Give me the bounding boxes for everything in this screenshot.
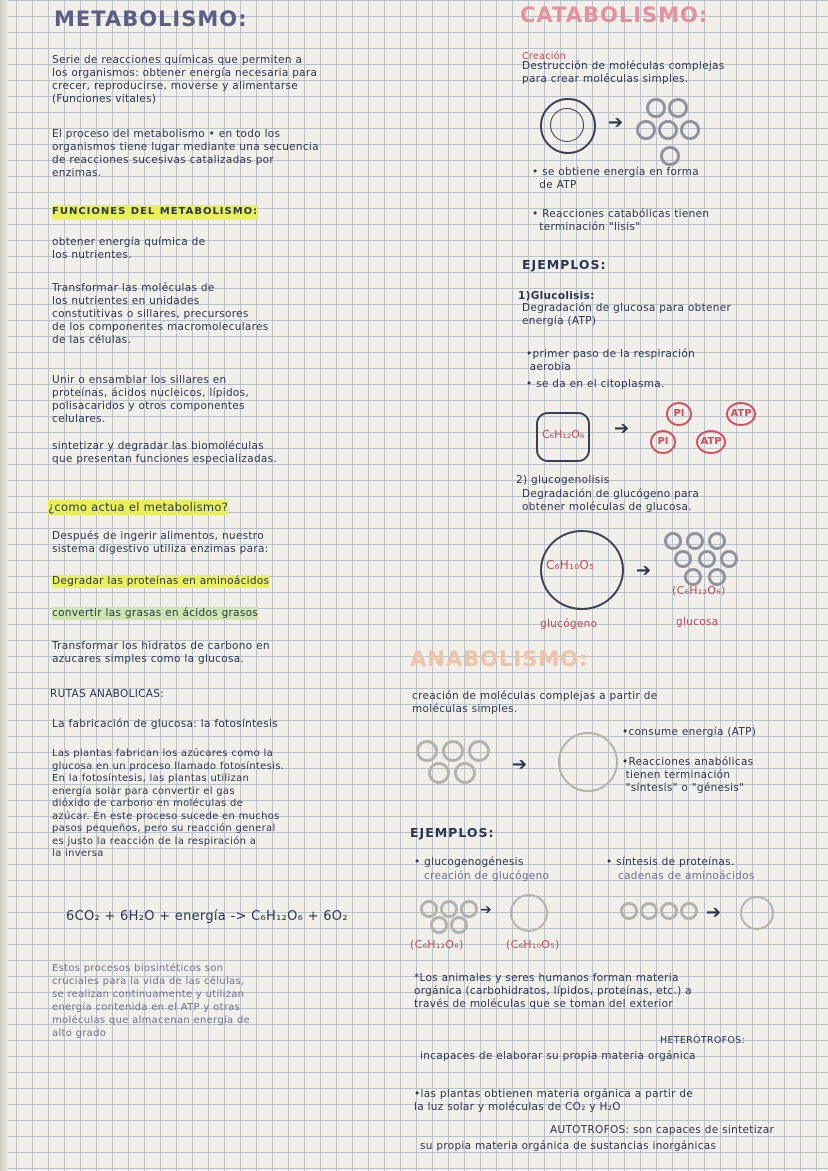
small-molecule — [416, 740, 438, 762]
amino-acid — [660, 902, 678, 920]
autotrofos-text: su propia materia orgánica de sustancias inorgánicas — [420, 1140, 717, 1152]
small-molecule — [680, 120, 700, 140]
small-molecule — [660, 146, 680, 166]
glucose-molecule — [460, 900, 478, 918]
atp-circle: ATP — [726, 402, 756, 426]
transform-carbs: Transformar los hidratos de carbono en azucares simples como la glucosa. — [52, 640, 270, 665]
animales-text: *Los animales y seres humanos forman materia orgánica (carbohidratos, lípidos, proteínas, etc.) a través de moléculas que se toman del exterior — [414, 972, 692, 1010]
small-molecule — [454, 762, 476, 784]
glucose-molecule — [450, 916, 468, 934]
glucose-molecule — [698, 550, 716, 568]
question-title: ¿como actua el metabolismo? — [48, 500, 229, 514]
notebook-binding — [0, 0, 8, 1171]
glycogen-label: glucógeno — [540, 618, 598, 630]
small-molecule — [658, 120, 678, 140]
glucose-molecule — [720, 550, 738, 568]
arrow-icon: ➔ — [614, 418, 630, 439]
glucose-formula-p: (C₆H₁₂O₆) — [672, 584, 726, 597]
glucosa-title: La fabricación de glucosa: la fotosíntesis — [52, 718, 279, 730]
arrow-icon: ➔ — [480, 902, 492, 918]
glucose-box — [536, 412, 590, 462]
arrow-icon: ➔ — [608, 112, 624, 133]
glucose-formula-anab: (C₆H₁₂O₆) — [410, 938, 464, 951]
small-molecule — [468, 740, 490, 762]
ejemplo-sintesis-proteinas: • síntesis de proteínas. — [606, 856, 735, 868]
catabolismo-bullet-2: • Reacciones catabólicas tienen terminación "lisis" — [532, 208, 710, 233]
ejemplo-glucogenogenesis-desc: creación de glucógeno — [424, 870, 550, 882]
convert-fats: convertir las grasas en ácidos grasos — [52, 607, 259, 619]
funcion-1: obtener energía química de los nutrientes. — [52, 236, 206, 261]
amino-acid — [680, 902, 698, 920]
glycogen-formula-anab: (C₆H₁₀O₅) — [506, 938, 560, 951]
plantas-text: •las plantas obtienen materia orgánica a partir de la luz solar y moléculas de CO₂ y H₂O — [414, 1088, 694, 1113]
glycogen-formula: C₆H₁₀O₅ — [546, 558, 595, 572]
complex-molecule-circle — [558, 732, 618, 792]
ejemplo-glucogenogenesis: • glucogenogénesis — [414, 856, 524, 868]
anabolismo-title: ANABOLISMO: — [410, 647, 589, 671]
catabolismo-title: CATABOLISMO: — [520, 3, 709, 27]
funcion-3: Unir o ensamblar los sillares en proteínas, ácidos nucleicos, lípidos, polisacaridos y otros componentes celulares. — [52, 374, 250, 425]
glucogenolisis-description: Degradación de glucógeno para obtener moléculas de glucosa. — [522, 488, 700, 513]
glucose-molecule — [708, 532, 726, 550]
heterotrofos-text: incapaces de elaborar su propia materia orgánica — [420, 1050, 696, 1062]
anabolismo-bullet-2: •Reacciones anabólicas tienen terminación "síntesis" o "génesis" — [622, 756, 754, 794]
glucolisis-bullet-1: •primer paso de la respiración aerobia — [526, 348, 696, 373]
amino-acid — [640, 902, 658, 920]
glucose-label: glucosa — [676, 616, 719, 628]
fotosintesis-text: Las plantas fabrican los azúcares como la glucosa en un proceso llamado fotosíntesis. En la fotosíntesis, las plantas utilizan energía solar para convertir el gas dióxido de carbono en moléculas de azúcar. En este proceso sucede en muchos pasos pequeños, pero su reacción general es justo la reacción de la respiración a la inversa — [52, 748, 285, 859]
glucolisis-description: Degradación de glucosa para obtener energía (ATP) — [522, 302, 732, 327]
metabolismo-process: El proceso del metabolismo • en todo los organismos tiene lugar mediante una secuencia de reacciones sucesivas catalizadas por enzimas. — [52, 128, 319, 179]
pi-circle: PI — [666, 402, 692, 426]
catabolismo-bullet-1: • se obtiene energía en forma de ATP — [532, 166, 699, 191]
small-molecule — [442, 740, 464, 762]
amino-acid — [620, 902, 638, 920]
arrow-icon: ➔ — [512, 754, 528, 775]
glucose-molecule — [686, 532, 704, 550]
glucose-molecule — [664, 532, 682, 550]
creacion-label: Creación — [522, 51, 567, 62]
pi-circle: PI — [650, 430, 676, 454]
anabolismo-description: creación de moléculas complejas a partir de moléculas simples. — [412, 690, 658, 715]
atp-circle: ATP — [696, 430, 726, 454]
ejemplos-anabolismo-title: EJEMPLOS: — [410, 825, 495, 840]
protein-circle — [740, 896, 774, 930]
small-molecule — [428, 762, 450, 784]
glucose-molecule — [420, 900, 438, 918]
glucolisis-title: 1)Glucolisis: — [518, 290, 595, 302]
degrade-proteins: Degradar las proteínas en aminoácidos — [52, 575, 270, 587]
autotrofos-title: AUTOTROFOS: son capaces de sintetizar — [550, 1124, 775, 1136]
small-molecule — [668, 98, 688, 118]
funcion-2: Transformar las moléculas de los nutrientes en unidades constutitivas o sillares, precursores de los componentes macromoleculares de las células. — [52, 282, 269, 346]
glucose-molecule — [440, 900, 458, 918]
heterotrofos-title: HETERÓTROFOS: — [660, 1035, 745, 1046]
arrow-icon: ➔ — [706, 902, 722, 923]
biosynthesis-text: Estos procesos biosintéticos son cruciales para la vida de las células, se realizan continuamente y utilizan energía contenida en el ATP y otras moléculas que almacenan energía de alto grado — [52, 963, 251, 1039]
inner-circle — [550, 108, 584, 142]
after-eating-text: Después de ingerir alimentos, nuestro sistema digestivo utiliza enzimas para: — [52, 530, 269, 555]
rutas-anabolicas: RUTAS ANABOLICAS: — [50, 688, 165, 700]
ejemplo-sintesis-proteinas-desc: cadenas de aminoácidos — [618, 870, 755, 882]
anabolismo-bullet-1: •consume energía (ATP) — [622, 726, 757, 738]
funcion-4: sintetizar y degradar las biomoléculas que presentan funciones especializadas. — [52, 440, 278, 465]
glucose-molecule — [430, 916, 448, 934]
small-molecule — [636, 120, 656, 140]
glucose-formula: C₆H₁₂O₆ — [542, 428, 585, 441]
funciones-title: FUNCIONES DEL METABOLISMO: — [52, 205, 258, 220]
glucogenolisis-title: 2) glucogenolisis — [516, 474, 610, 486]
glucolisis-bullet-2: • se da en el citoplasma. — [526, 378, 665, 390]
glycogen-circle — [510, 894, 548, 932]
metabolismo-definition: Serie de reacciones químicas que permiten a los organismos: obtener energía necesaria para crecer, reproducirse, moverse y alimentarse (Funciones vitales) — [52, 54, 318, 105]
small-molecule — [646, 98, 666, 118]
metabolismo-title: METABOLISMO: — [54, 7, 248, 31]
destruccion-text: Destrucción de moléculas complejas para crear moléculas simples. — [522, 60, 725, 85]
photosynthesis-equation: 6CO₂ + 6H₂O + energía -> C₆H₁₂O₆ + 6O₂ — [66, 909, 348, 924]
glucose-molecule — [674, 550, 692, 568]
arrow-icon: ➔ — [636, 560, 652, 581]
ejemplos-title: EJEMPLOS: — [522, 257, 607, 272]
